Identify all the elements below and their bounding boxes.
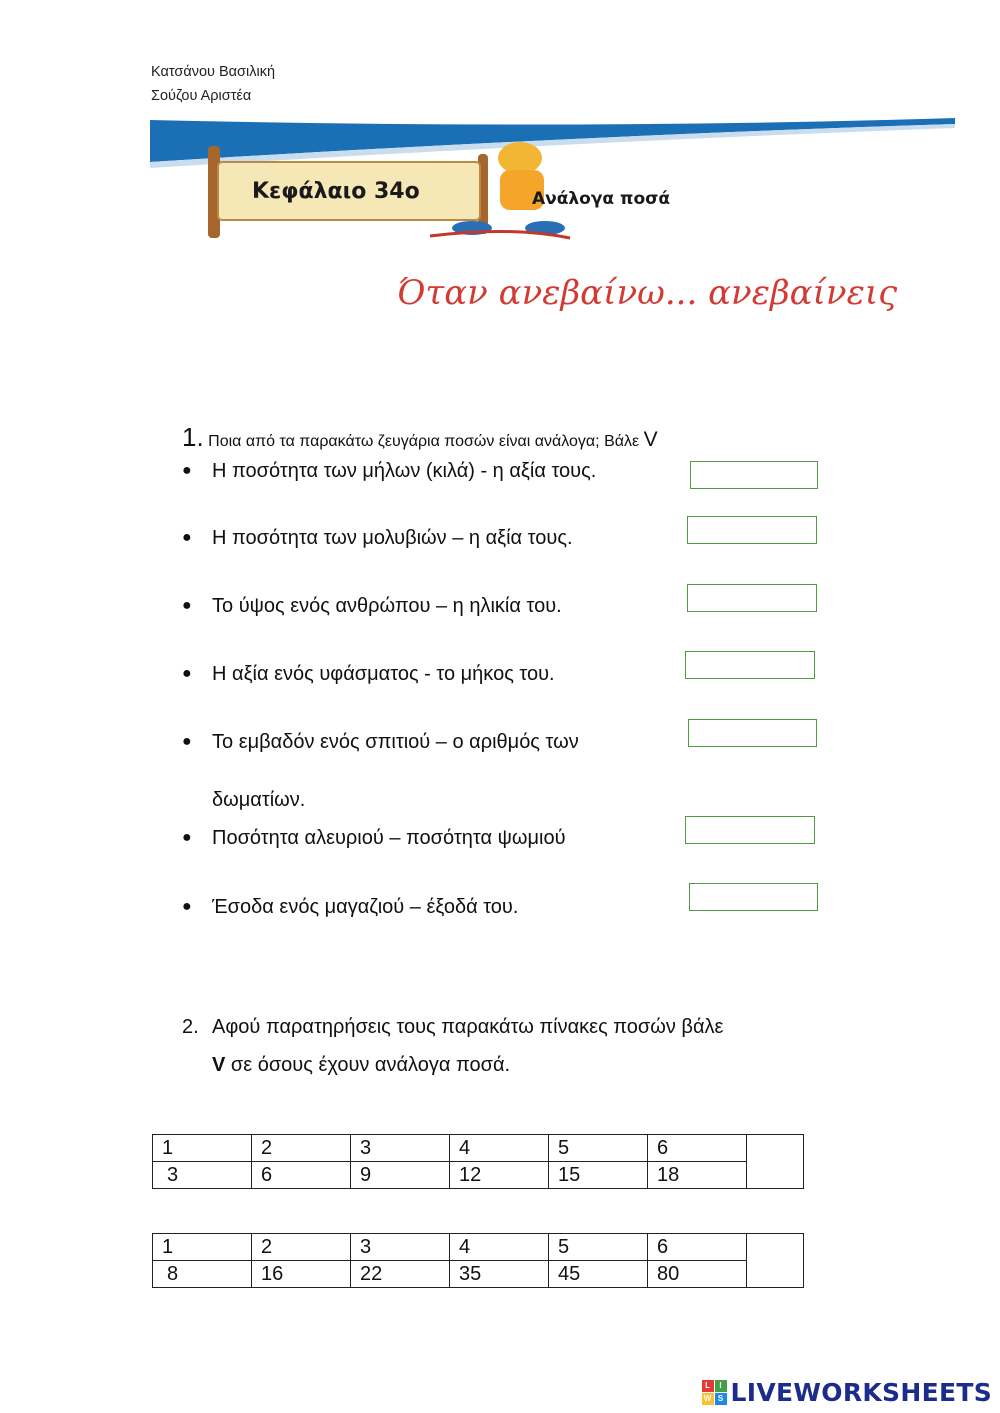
table-cell: 1 <box>153 1135 252 1162</box>
question-1-heading <box>182 422 658 453</box>
table-row <box>153 1234 804 1261</box>
list-item <box>182 527 573 550</box>
bullet-icon: ● <box>182 829 192 846</box>
table-cell: 3 <box>351 1135 450 1162</box>
check-mark-symbol: V <box>212 1054 226 1076</box>
table-cell: 3 <box>153 1162 252 1189</box>
list-item <box>182 731 579 754</box>
question-text: σε όσους έχουν ανάλογα ποσά. <box>225 1054 511 1076</box>
list-item <box>182 896 518 919</box>
bullet-icon: ● <box>182 462 192 479</box>
bullet-icon: ● <box>182 597 192 614</box>
question-text: Αφού παρατηρήσεις τους παρακάτω πίνακες ποσών βάλε <box>212 1016 724 1038</box>
answer-box[interactable] <box>687 584 817 612</box>
table-cell: 22 <box>351 1261 450 1288</box>
answer-cell[interactable] <box>747 1135 804 1189</box>
answer-box[interactable] <box>687 516 817 544</box>
table-cell: 6 <box>252 1162 351 1189</box>
answer-box[interactable] <box>685 816 815 844</box>
table-cell: 18 <box>648 1162 747 1189</box>
list-item <box>182 595 562 618</box>
brand-name: LIVEWORKSHEETS <box>730 1378 992 1407</box>
item-text: Ποσότητα αλευριού – ποσότητα ψωμιού <box>212 827 566 849</box>
table-row <box>153 1135 804 1162</box>
table-cell: 9 <box>351 1162 450 1189</box>
table-cell: 80 <box>648 1261 747 1288</box>
list-item <box>182 827 566 850</box>
list-item <box>182 663 555 686</box>
table-cell: 12 <box>450 1162 549 1189</box>
table-cell: 35 <box>450 1261 549 1288</box>
bullet-icon: ● <box>182 665 192 682</box>
table-cell: 1 <box>153 1234 252 1261</box>
answer-cell[interactable] <box>747 1234 804 1288</box>
liveworksheets-branding <box>702 1378 992 1407</box>
answer-box[interactable] <box>689 883 818 911</box>
quantity-table <box>152 1134 804 1189</box>
bullet-icon: ● <box>182 529 192 546</box>
chapter-label: Κεφάλαιο 34ο <box>252 179 420 204</box>
item-text: Η ποσότητα των μολυβιών – η αξία τους. <box>212 527 573 549</box>
table-row <box>153 1261 804 1288</box>
item-text: Η ποσότητα των μήλων (κιλά) - η αξία τους. <box>212 460 597 482</box>
check-mark-symbol: V <box>643 428 658 451</box>
question-number: 2. <box>182 1016 199 1038</box>
table-cell: 6 <box>648 1135 747 1162</box>
table-cell: 4 <box>450 1234 549 1261</box>
liveworksheets-logo-icon: L I W S <box>702 1380 727 1405</box>
table-cell: 2 <box>252 1234 351 1261</box>
chapter-slogan: Όταν ανεβαίνω... ανεβαίνεις <box>397 273 898 313</box>
table-cell: 16 <box>252 1261 351 1288</box>
list-item <box>182 460 596 483</box>
table-cell: 4 <box>450 1135 549 1162</box>
author-name: Σούζου Αριστέα <box>151 88 252 104</box>
item-text: Έσοδα ενός μαγαζιού – έξοδά του. <box>212 896 519 918</box>
answer-box[interactable] <box>690 461 818 489</box>
answer-box[interactable] <box>688 719 817 747</box>
table-row <box>153 1162 804 1189</box>
question-2 <box>182 1008 723 1084</box>
question-number: 1. <box>182 422 204 452</box>
table-cell: 8 <box>153 1261 252 1288</box>
item-text: Η αξία ενός υφάσματος - το μήκος του. <box>212 663 555 685</box>
table-cell: 2 <box>252 1135 351 1162</box>
question-text: Ποια από τα παρακάτω ζευγάρια ποσών είναι ανάλογα; Βάλε <box>208 433 640 450</box>
authors <box>151 60 275 108</box>
table-cell: 5 <box>549 1135 648 1162</box>
table-cell: 3 <box>351 1234 450 1261</box>
item-text: Το ύψος ενός ανθρώπου – η ηλικία του. <box>212 595 562 617</box>
table-cell: 6 <box>648 1234 747 1261</box>
table-cell: 15 <box>549 1162 648 1189</box>
bullet-icon: ● <box>182 733 192 750</box>
item-continuation: δωματίων. <box>212 789 306 811</box>
item-text: Το εμβαδόν ενός σπιτιού – ο αριθμός των <box>212 731 579 753</box>
author-name: Κατσάνου Βασιλική <box>151 64 276 80</box>
bullet-icon: ● <box>182 898 192 915</box>
chapter-topic: Ανάλογα ποσά <box>532 189 671 209</box>
quantity-table <box>152 1233 804 1288</box>
table-cell: 5 <box>549 1234 648 1261</box>
table-cell: 45 <box>549 1261 648 1288</box>
chapter-banner <box>150 118 955 318</box>
answer-box[interactable] <box>685 651 815 679</box>
